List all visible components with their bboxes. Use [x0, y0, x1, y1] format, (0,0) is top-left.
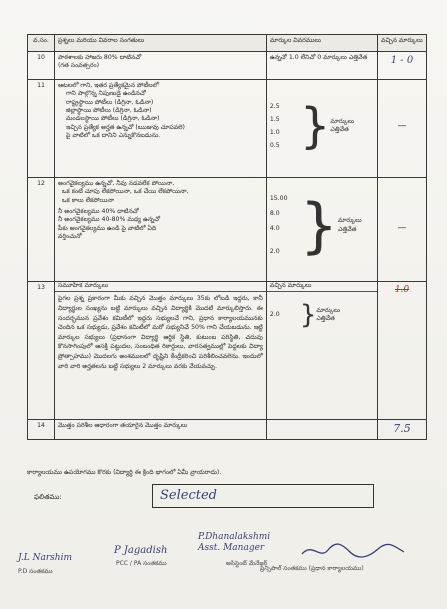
row-question: మొత్తం పరిశీల ఆధారంగా తయారైన మొత్తం మార్కులు [55, 420, 267, 440]
row-detail [266, 80, 377, 178]
result-label: ఫలితము: [34, 493, 62, 501]
row-number: 14 [28, 420, 55, 440]
signature-role: అసిస్టెంట్ మేనేజర్ [226, 560, 268, 567]
signature-role: PCC / PA సంతకము [116, 560, 167, 567]
brace-icon: } [299, 300, 317, 331]
question-line: నీ అంగవైకల్యము 40% దాటినచో [58, 208, 139, 216]
row-question [55, 52, 267, 80]
signature: P Jagadish [114, 545, 168, 556]
result-value: Selected [160, 488, 217, 503]
evaluation-table [27, 34, 427, 440]
row-number: 10 [28, 52, 55, 80]
question-line: వర్తించునో [58, 233, 82, 241]
row-question [55, 80, 267, 178]
signature-role: P.D సంతకము [18, 568, 53, 575]
mark-value: 15.00 [269, 195, 288, 202]
question-body: పైగల ప్రశ్న ప్రకారంగా మీకు వచ్చిన మొత్తం మార్కులు 35కు లోబడి ఇద్దరు, కానీ విద్యార్థుల సంఖ్యను బట్టి మార్కులు వచ్చిన విద్యార్థికి మొదటి మార్కులిస్తారు. ఈ సందర్భమున ప్రవేశం కమిటీలో ఇద్దరు సభ్యులచే గాని, ప్రధాన కార్యాలయమునకు చెందిన ఒక సభ్యుడు, ప్రవేశం కమిటీలో మరో సభ్యునిచే 50% గాని చేయబడును. ఇట్టి మార్కుల సభ్యులు (ప్రధానంగా విద్యార్థి ఆర్థిక స్థితి, కుటుంబ పరిస్థితి, చదువు కొనసాగింపులో ఆసక్తి పట్టుదల, సంబంధిత రికార్డులు, వారసత్వముల్లో పెద్దలకు విద్యా ప్రోత్సాహము) మొదలగు అంశములలో దృష్టిని కేంద్రీకరించి పరిశీలించవలెను. ఇందులో వారి వారి అర్హతలను బట్టి సభ్యులు 2 మార్కులు వరకు వేయవచ్చు. [58, 295, 263, 370]
mark-value: 2.5 [269, 103, 280, 110]
detail-title: వచ్చిన మార్కులు [267, 282, 377, 292]
row-number: 12 [28, 178, 55, 282]
question-line: ఒక కాలు లేకపోయినా [62, 196, 114, 204]
detail-note: మార్కులు ఎత్తివేత [330, 117, 355, 134]
awarded-mark [378, 282, 427, 420]
question-line: అంగవైకల్యము ఉన్నచో, నీవు నడవలేక పోయినా, [58, 180, 175, 187]
awarded-mark: 1 - 0 [378, 52, 427, 80]
awarded-mark: — [378, 178, 427, 282]
table-row [28, 178, 427, 282]
header-marks-detail: మార్కుల వివరములు [266, 35, 377, 52]
question-line: ఆటలలో గాని, ఇతర ప్రత్యేకమైన పోటీలలో [58, 82, 159, 89]
principal-signature-scribble [298, 540, 408, 562]
question-line: పై వాటిలో ఒక దానిని ఎన్నుకొనబడును. [66, 132, 161, 140]
mark-value: 2.0 [269, 311, 280, 319]
row-detail [266, 282, 377, 420]
signature: J.L Narshim [18, 553, 72, 563]
row-number: 13 [28, 282, 55, 420]
awarded-mark: — [378, 80, 427, 178]
question-line: రాష్ట్రస్థాయి పోటీలు (డిగ్రినా, ఓడినా) [66, 98, 154, 106]
mark-value: 2.0 [269, 247, 280, 255]
table-row [28, 282, 427, 420]
brace-icon: } [299, 190, 338, 261]
mark-value: 1.5 [269, 116, 280, 124]
question-line: పాఠశాలకు హాజరు 80% దాటినచో [58, 54, 142, 61]
row-detail [266, 178, 377, 282]
table-row [28, 52, 427, 80]
row-question [55, 282, 267, 420]
mark-value: 8.0 [269, 209, 280, 217]
mark-value: 0.5 [269, 142, 280, 150]
header-question: ప్రశ్నలు మరియు వివరాల సంగతులు [55, 35, 267, 52]
row-detail: ఉన్నచో 1.0 లేనిచో 0 మార్కులు ఎత్తివేత [266, 52, 377, 80]
question-line: ఒక కంటి చూపు లేకపోయినా, ఒక చేయి లేకపోయినా, [62, 188, 189, 196]
table-row [28, 80, 427, 178]
table-header [28, 35, 427, 52]
total-mark: 7.5 [378, 420, 427, 440]
brace-icon: } [299, 98, 331, 155]
signature-role: ప్రిన్సిపాల్ సంతకము (ప్రధాన కార్యాలయము) [260, 565, 364, 572]
row-number: 11 [28, 80, 55, 178]
office-use-note: కార్యాలయము ఉపయోగము కొరకు (విద్యార్థి ఈ క్రింది భాగంలో ఏమీ వ్రాయరాదు). [27, 469, 222, 476]
detail-note: మార్కులు ఎత్తివేత [316, 307, 341, 323]
row-question [55, 178, 267, 282]
question-line: గాని పాల్గొన్న నిపుణుడై ఉండినచో [66, 90, 146, 98]
signature: P.Dhanalakshmi Asst. Manager [198, 532, 271, 553]
header-awarded: వచ్చిన మార్కులు [378, 35, 427, 52]
row-detail [266, 420, 377, 440]
question-title: సమూహిక మార్కులు [55, 282, 266, 292]
header-no: వ.సం. [28, 35, 55, 52]
mark-value: 1.0 [269, 129, 280, 137]
question-line: జిల్లాస్థాయి పోటీలు (డిగ్రినా, ఓడినా) [66, 107, 152, 115]
question-line: మండలస్థాయి పోటీలు (డిగ్రినా, ఓడినా) [66, 115, 160, 123]
struck-mark: 1.0 [394, 285, 410, 295]
mark-value: 4.0 [269, 224, 280, 232]
question-line: (గత సంవత్సరం) [58, 62, 100, 70]
table-row [28, 420, 427, 440]
question-line: పీకు అంగవైకల్యము ఉండి పై వాటిలో ఏది [58, 224, 157, 232]
question-line: నీ అంగవైకల్యము 40-80% మధ్య ఉన్నచో [58, 216, 161, 224]
detail-note: మార్కులు ఎత్తివేత [338, 217, 362, 233]
question-line: ఇచ్చిన ప్రత్యేక అర్హత ఉన్నచో (ఋజువు చూపవలె) [66, 123, 185, 131]
